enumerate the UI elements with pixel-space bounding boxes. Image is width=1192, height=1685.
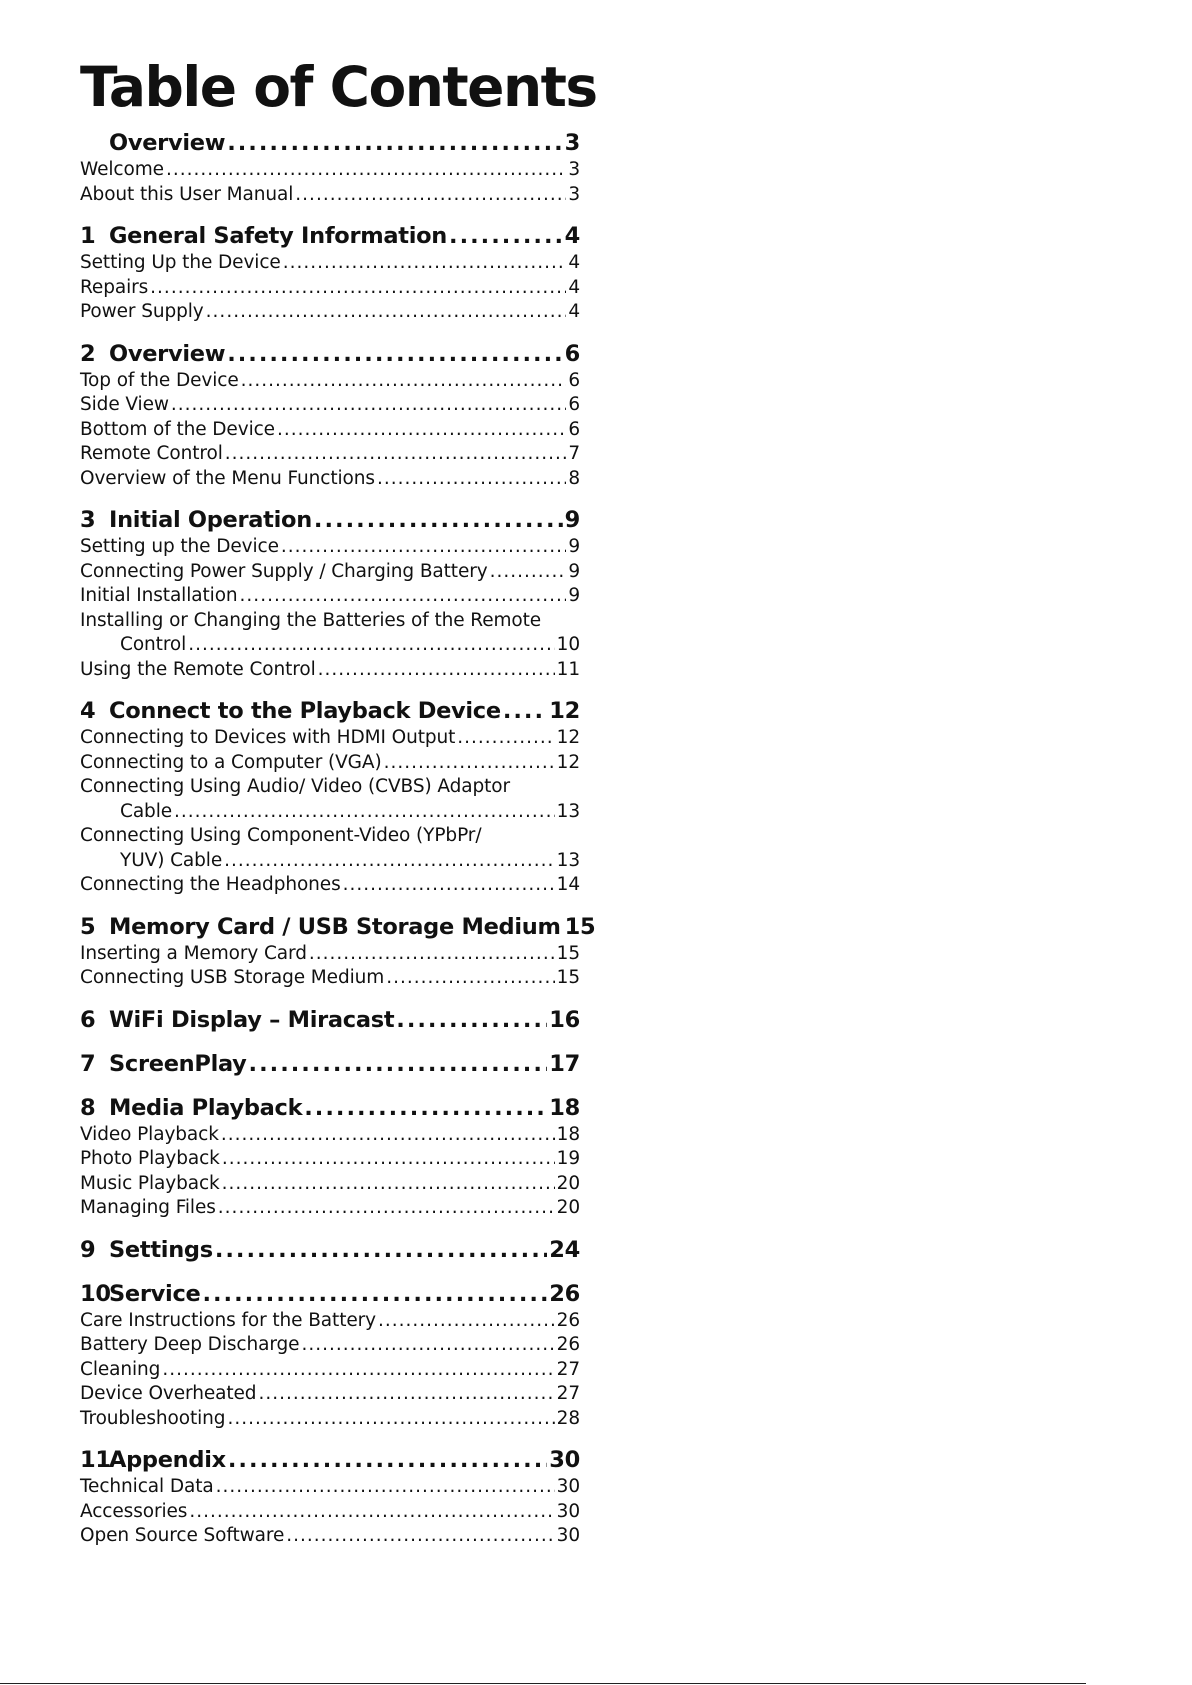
dot-leader [241, 369, 567, 394]
entry-title: Connecting to a Computer (VGA) [80, 751, 382, 773]
dot-leader [222, 1147, 555, 1172]
section-number: 7 [80, 1050, 96, 1077]
table-of-contents [80, 128, 596, 1549]
toc-section-heading[interactable] [80, 128, 580, 158]
entry-page-number: 15 [556, 942, 580, 964]
section-page-number: 17 [549, 1050, 580, 1077]
entry-title: Power Supply [80, 301, 204, 322]
toc-entry[interactable] [80, 849, 580, 874]
entry-title: Side View [80, 394, 169, 415]
entry-page-number: 8 [568, 467, 580, 489]
entry-page-number: 26 [556, 1309, 580, 1331]
toc-section [80, 1093, 580, 1221]
section-title: General Safety Information [109, 223, 448, 249]
entry-page-number: 7 [568, 443, 580, 464]
toc-entry[interactable] [80, 942, 580, 967]
dot-leader [449, 221, 563, 251]
entry-title: Cleaning [80, 1358, 161, 1380]
dot-leader [171, 393, 566, 418]
entry-page-number: 12 [556, 727, 580, 748]
dot-leader [188, 633, 554, 658]
dot-leader [166, 158, 566, 183]
toc-entry[interactable] [80, 369, 580, 394]
dot-leader [283, 251, 567, 276]
section-number: 3 [80, 507, 96, 533]
dot-leader [224, 849, 555, 874]
toc-entry[interactable] [80, 1407, 580, 1432]
dot-leader [162, 1358, 554, 1383]
toc-section [80, 1445, 580, 1549]
entry-title: Device Overheated [80, 1383, 257, 1404]
toc-entry[interactable] [80, 442, 580, 467]
dot-leader [221, 1123, 555, 1148]
entry-page-number: 19 [556, 1148, 580, 1169]
dot-leader [277, 418, 566, 443]
entry-page-number: 30 [556, 1500, 580, 1522]
toc-entry[interactable] [80, 183, 580, 208]
page-title: Table of Contents [80, 55, 597, 119]
entry-title: Music Playback [80, 1172, 220, 1194]
toc-section-heading[interactable] [80, 1093, 580, 1123]
dot-leader [386, 966, 554, 991]
toc-section [80, 505, 580, 682]
section-page-number: 15 [564, 913, 596, 940]
entry-title: Repairs [80, 276, 149, 298]
entry-page-number: 6 [568, 394, 580, 415]
toc-entry[interactable] [80, 1475, 580, 1500]
dot-leader [206, 300, 567, 325]
section-title: Connect to the Playback Device [109, 698, 501, 724]
toc-section [80, 696, 580, 898]
section-page-number: 26 [549, 1280, 580, 1307]
section-number: 9 [80, 1236, 96, 1263]
toc-section-heading[interactable] [80, 1005, 580, 1035]
toc-section-heading[interactable] [80, 1279, 580, 1309]
dot-leader [225, 442, 567, 467]
dot-leader [240, 584, 567, 609]
toc-entry[interactable] [80, 658, 580, 683]
entry-page-number: 3 [568, 159, 580, 180]
entry-page-number: 30 [556, 1525, 580, 1546]
toc-section [80, 1279, 580, 1432]
entry-page-number: 4 [568, 301, 580, 322]
entry-page-number: 11 [556, 658, 580, 680]
entry-page-number: 9 [568, 560, 580, 582]
toc-entry[interactable] [80, 1196, 580, 1221]
entry-page-number: 12 [556, 751, 580, 773]
entry-title: Managing Files [80, 1197, 216, 1218]
toc-entry-first-line[interactable]: Connecting Using Audio/ Video (CVBS) Adaptor [80, 776, 510, 797]
section-page-number: 4 [564, 223, 580, 249]
section-number: 8 [80, 1094, 96, 1121]
entry-page-number: 15 [556, 967, 580, 988]
toc-entry[interactable] [80, 1358, 580, 1383]
entry-title: Care Instructions for the Battery [80, 1309, 376, 1331]
entry-title: Remote Control [80, 443, 223, 464]
section-title: Overview [109, 340, 226, 367]
dot-leader [249, 1049, 548, 1079]
toc-entry[interactable] [80, 535, 580, 560]
section-number: 6 [80, 1006, 96, 1033]
section-page-number: 16 [549, 1006, 580, 1033]
dot-leader [384, 751, 555, 776]
dot-leader [396, 1005, 547, 1035]
toc-entry[interactable] [80, 158, 580, 183]
toc-section [80, 128, 580, 207]
entry-title: Technical Data [80, 1476, 214, 1497]
toc-section-heading[interactable] [80, 696, 580, 726]
entry-title: Connecting to Devices with HDMI Output [80, 727, 456, 748]
dot-leader [318, 658, 555, 683]
section-title: Initial Operation [109, 507, 312, 533]
entry-title: Connecting Power Supply / Charging Battery [80, 560, 488, 582]
entry-title: Overview of the Menu Functions [80, 467, 375, 489]
bottom-rule [0, 1683, 1086, 1684]
toc-entry-first-line[interactable]: Installing or Changing the Batteries of the Remote [80, 609, 542, 631]
section-title: Memory Card / USB Storage Medium [109, 913, 561, 940]
entry-page-number: 4 [568, 252, 580, 273]
entry-page-number: 13 [556, 800, 580, 822]
entry-title: Connecting the Headphones [80, 874, 341, 895]
dot-leader [216, 1475, 555, 1500]
toc-entry[interactable] [80, 1309, 580, 1334]
entry-title: Open Source Software [80, 1525, 285, 1546]
section-title: Service [109, 1280, 201, 1307]
toc-entry-first-line[interactable]: Connecting Using Component-Video (YPbPr/ [80, 825, 482, 846]
toc-section [80, 1049, 580, 1079]
entry-page-number: 6 [568, 418, 580, 440]
entry-title: Control [120, 634, 187, 655]
toc-section [80, 1005, 580, 1035]
entry-page-number: 20 [556, 1172, 580, 1194]
dot-leader [377, 467, 566, 492]
entry-page-number: 26 [556, 1334, 580, 1355]
entry-page-number: 28 [556, 1407, 580, 1429]
section-number: 5 [80, 913, 96, 940]
entry-page-number: 30 [556, 1476, 580, 1497]
toc-entry[interactable] [80, 1333, 580, 1358]
toc-entry[interactable] [80, 751, 580, 776]
entry-page-number: 3 [568, 183, 580, 205]
entry-title: YUV) Cable [120, 849, 223, 871]
toc-entry[interactable] [80, 560, 580, 585]
toc-entry[interactable] [80, 584, 580, 609]
toc-entry[interactable] [80, 726, 580, 751]
entry-title: Battery Deep Discharge [80, 1334, 300, 1355]
entry-title: Setting up the Device [80, 536, 279, 557]
entry-title: Photo Playback [80, 1148, 220, 1169]
entry-title: Video Playback [80, 1123, 219, 1145]
toc-section-heading[interactable] [80, 1235, 580, 1265]
dot-leader [227, 128, 562, 158]
toc-entry[interactable] [80, 393, 580, 418]
entry-page-number: 13 [556, 849, 580, 871]
dot-leader [503, 696, 547, 726]
dot-leader [301, 1333, 554, 1358]
section-page-number: 12 [549, 698, 580, 724]
dot-leader [490, 560, 567, 585]
toc-entry[interactable] [80, 1382, 580, 1407]
dot-leader [314, 505, 563, 535]
entry-title: Cable [120, 800, 173, 822]
dot-leader [174, 800, 555, 825]
dot-leader [227, 339, 562, 369]
toc-entry[interactable] [80, 1147, 580, 1172]
dot-leader [343, 873, 555, 898]
dot-leader [304, 1093, 547, 1123]
dot-leader [218, 1196, 555, 1221]
section-page-number: 3 [564, 130, 580, 156]
entry-title: Top of the Device [80, 369, 239, 391]
entry-title: Connecting USB Storage Medium [80, 967, 385, 988]
toc-section-heading[interactable] [80, 339, 580, 369]
dot-leader [227, 1407, 554, 1432]
section-number: 2 [80, 340, 96, 367]
toc-entry[interactable] [80, 800, 580, 825]
dot-leader [222, 1172, 555, 1197]
dot-leader [202, 1279, 547, 1309]
entry-title: Bottom of the Device [80, 418, 275, 440]
dot-leader [189, 1500, 554, 1525]
dot-leader [286, 1524, 554, 1549]
dot-leader [150, 276, 566, 301]
toc-entry[interactable] [80, 418, 580, 443]
dot-leader [295, 183, 566, 208]
section-number: 4 [80, 698, 96, 724]
entry-page-number: 9 [568, 536, 580, 557]
toc-entry[interactable] [80, 1524, 580, 1549]
section-title: Appendix [109, 1447, 226, 1473]
section-title: Overview [109, 130, 226, 156]
toc-section-heading[interactable] [80, 912, 596, 942]
entry-page-number: 14 [556, 874, 580, 895]
entry-page-number: 9 [568, 585, 580, 606]
entry-page-number: 10 [556, 634, 580, 655]
toc-entry[interactable] [80, 276, 580, 301]
entry-page-number: 6 [568, 369, 580, 391]
toc-section-heading[interactable] [80, 505, 580, 535]
entry-title: Accessories [80, 1500, 188, 1522]
entry-page-number: 18 [556, 1123, 580, 1145]
entry-title: Setting Up the Device [80, 252, 281, 273]
section-title: WiFi Display – Miracast [109, 1006, 395, 1033]
toc-entry[interactable] [80, 633, 580, 658]
dot-leader [378, 1309, 555, 1334]
dot-leader [309, 942, 555, 967]
section-number: 10 [80, 1280, 111, 1307]
dot-leader [228, 1445, 547, 1475]
dot-leader [457, 726, 554, 751]
section-page-number: 24 [549, 1236, 580, 1263]
toc-entry[interactable] [80, 1500, 580, 1525]
toc-entry[interactable] [80, 966, 580, 991]
section-title: ScreenPlay [109, 1050, 247, 1077]
section-page-number: 9 [564, 507, 580, 533]
toc-section [80, 221, 580, 325]
dot-leader [281, 535, 566, 560]
entry-page-number: 20 [556, 1197, 580, 1218]
toc-entry[interactable] [80, 251, 580, 276]
toc-section-heading[interactable] [80, 1049, 580, 1079]
toc-section [80, 339, 580, 492]
section-title: Settings [109, 1236, 213, 1263]
entry-title: Using the Remote Control [80, 658, 316, 680]
entry-page-number: 4 [568, 276, 580, 298]
toc-entry[interactable] [80, 467, 580, 492]
section-page-number: 6 [564, 340, 580, 367]
entry-title: Inserting a Memory Card [80, 942, 307, 964]
section-number: 11 [80, 1447, 111, 1473]
dot-leader [258, 1382, 554, 1407]
toc-section-heading[interactable] [80, 221, 580, 251]
entry-page-number: 27 [556, 1358, 580, 1380]
section-number: 1 [80, 223, 96, 249]
toc-entry[interactable] [80, 1123, 580, 1148]
toc-section [80, 912, 596, 991]
entry-title: Welcome [80, 159, 164, 180]
toc-section-heading[interactable] [80, 1445, 580, 1475]
section-title: Media Playback [109, 1094, 303, 1121]
toc-entry[interactable] [80, 300, 580, 325]
toc-entry[interactable] [80, 1172, 580, 1197]
entry-title: About this User Manual [80, 183, 294, 205]
section-page-number: 30 [549, 1447, 580, 1473]
section-page-number: 18 [549, 1094, 580, 1121]
toc-section [80, 1235, 580, 1265]
entry-page-number: 27 [556, 1383, 580, 1404]
entry-title: Troubleshooting [80, 1407, 226, 1429]
entry-title: Initial Installation [80, 585, 238, 606]
toc-entry[interactable] [80, 873, 580, 898]
dot-leader [215, 1235, 547, 1265]
